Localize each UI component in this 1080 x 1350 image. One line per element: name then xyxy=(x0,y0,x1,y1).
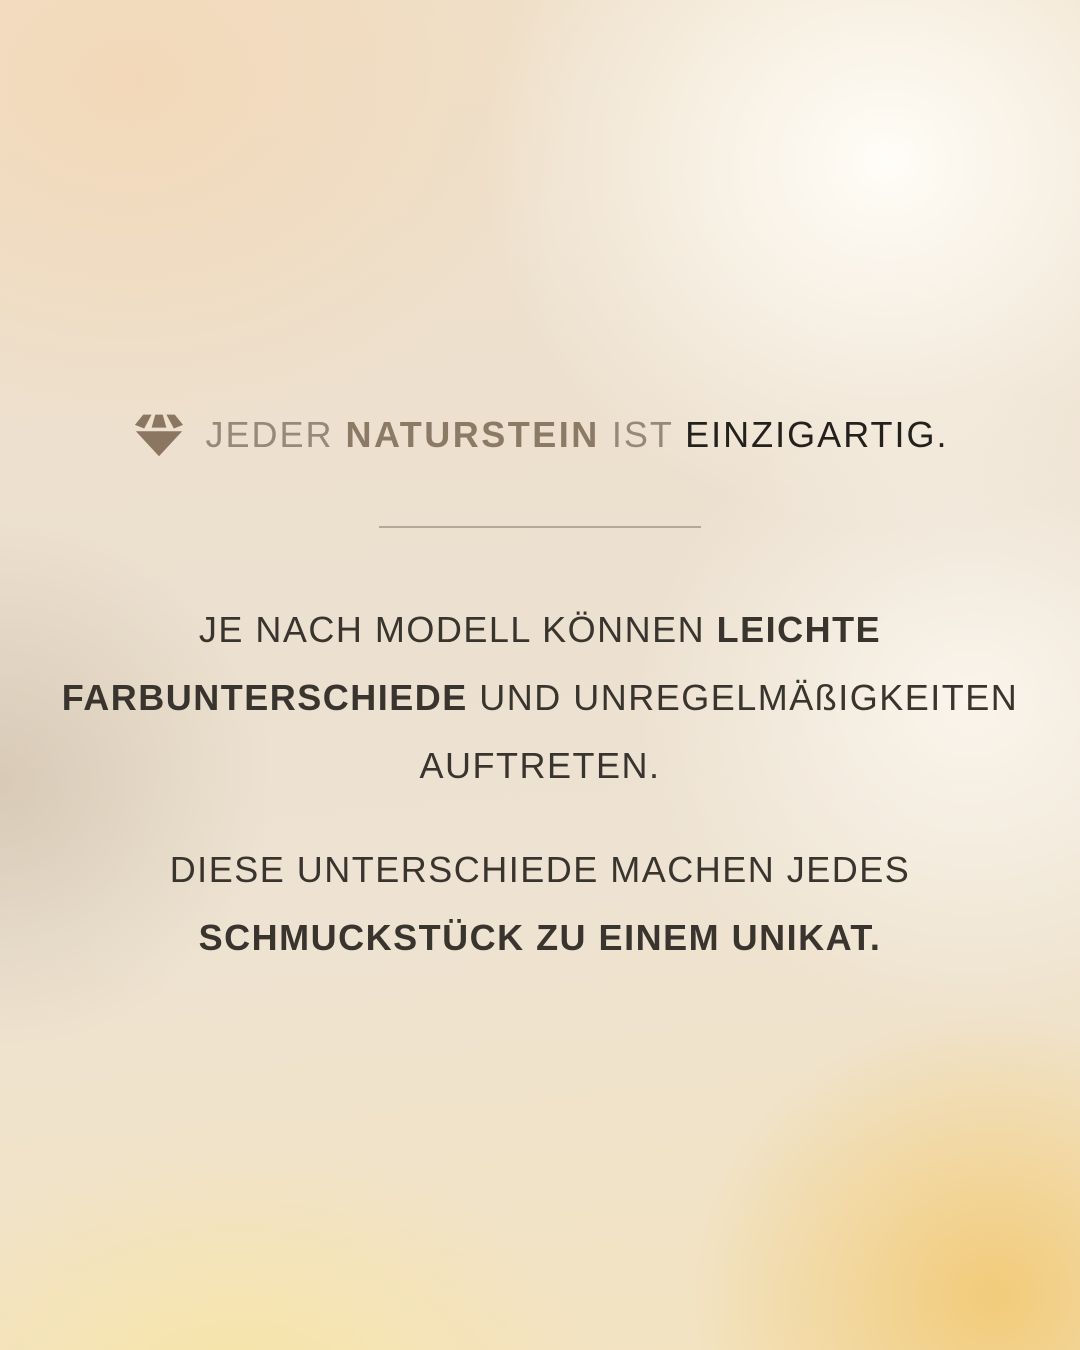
headline-segment-einzigartig: EINZIGARTIG. xyxy=(685,414,949,455)
p1-line3: AUFTRETEN. xyxy=(419,745,661,786)
p1-line2-regular: UND UNREGELMÄßIGKEITEN xyxy=(467,677,1019,718)
p2-line2-bold: SCHMUCKSTÜCK ZU EINEM UNIKAT. xyxy=(198,917,882,958)
headline xyxy=(131,406,948,464)
headline-segment-ist: IST xyxy=(599,414,686,455)
p1-line1-bold: LEICHTE xyxy=(716,609,882,650)
p1-line2-bold: FARBUNTERSCHIEDE xyxy=(61,677,468,718)
p1-line1-regular: JE NACH MODELL KÖNNEN xyxy=(198,609,717,650)
diamond-icon xyxy=(131,410,187,460)
headline-segment-jeder: JEDER xyxy=(205,414,346,455)
headline-text xyxy=(205,414,948,456)
body-paragraph-2 xyxy=(170,836,911,972)
body-paragraph-1 xyxy=(62,596,1019,800)
p2-line1: DIESE UNTERSCHIEDE MACHEN JEDES xyxy=(169,849,911,890)
headline-divider xyxy=(379,526,701,528)
headline-segment-naturstein: NATURSTEIN xyxy=(345,414,600,455)
